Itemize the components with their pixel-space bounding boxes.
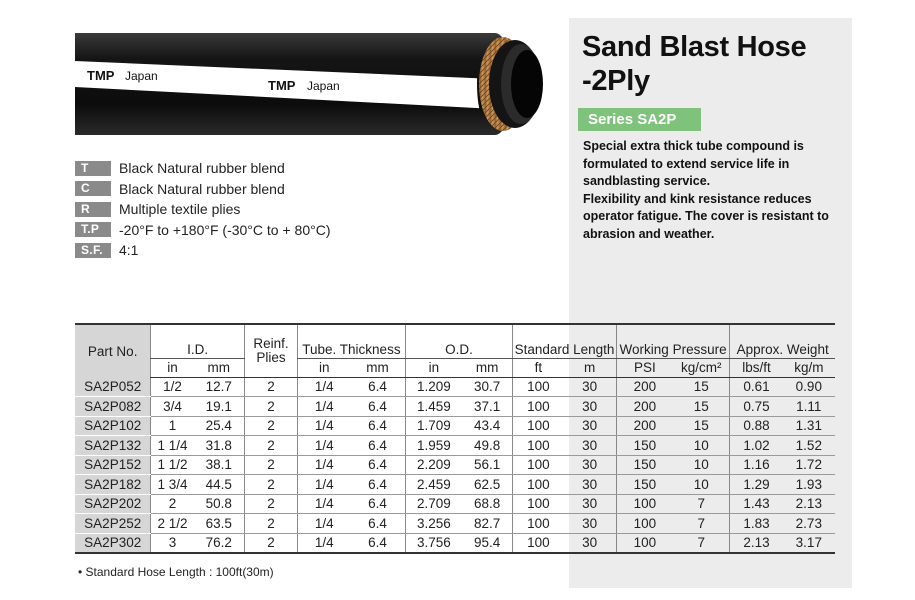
table-cell: 6.4 xyxy=(350,377,405,397)
table-cell: 1/4 xyxy=(298,475,351,495)
table-cell: 38.1 xyxy=(194,455,245,475)
table-cell: 6.4 xyxy=(350,475,405,495)
table-cell: 1.709 xyxy=(405,416,462,436)
spec-row-cover xyxy=(75,179,330,199)
table-cell: 1.43 xyxy=(730,494,783,514)
table-row xyxy=(75,455,835,475)
table-cell: 1.11 xyxy=(783,397,835,417)
table-cell: 100 xyxy=(513,475,564,495)
table-cell: 2.209 xyxy=(405,455,462,475)
table-row xyxy=(75,514,835,534)
table-cell: 100 xyxy=(513,455,564,475)
table-cell: 43.4 xyxy=(462,416,513,436)
table-cell: 1.83 xyxy=(730,514,783,534)
unit-cell: lbs/ft xyxy=(730,358,783,377)
table-cell: 100 xyxy=(513,494,564,514)
table-cell: 15 xyxy=(673,416,730,436)
header-id: I.D. xyxy=(151,324,244,358)
spec-text: -20°F to +180°F (-30°C to + 80°C) xyxy=(119,221,331,238)
unit-cell: mm xyxy=(462,358,513,377)
unit-cell: ft xyxy=(513,358,564,377)
spec-code: R xyxy=(75,202,111,217)
part-number-cell: SA2P252 xyxy=(75,514,151,534)
table-cell: 63.5 xyxy=(194,514,245,534)
table-cell: 6.4 xyxy=(350,436,405,456)
header-working-pressure: Working Pressure xyxy=(616,324,730,358)
series-badge: Series SA2P xyxy=(578,108,701,131)
table-cell: 100 xyxy=(513,533,564,553)
table-cell: 0.75 xyxy=(730,397,783,417)
table-cell: 100 xyxy=(616,494,673,514)
spec-row-temperature xyxy=(75,220,330,240)
table-cell: 6.4 xyxy=(350,533,405,553)
table-cell: 30 xyxy=(564,377,617,397)
hose-image xyxy=(75,33,565,135)
table-cell: 3.256 xyxy=(405,514,462,534)
table-cell: 2 xyxy=(244,436,297,456)
table-cell: 100 xyxy=(513,377,564,397)
table-cell: 1/4 xyxy=(298,416,351,436)
table-row xyxy=(75,533,835,553)
table-cell: 150 xyxy=(616,475,673,495)
table-cell: 1/4 xyxy=(298,533,351,553)
table-cell: 100 xyxy=(616,514,673,534)
table-cell: 2 xyxy=(244,475,297,495)
table-cell: 44.5 xyxy=(194,475,245,495)
table-cell: 3/4 xyxy=(151,397,194,417)
table-cell: 10 xyxy=(673,475,730,495)
table-cell: 2 xyxy=(244,397,297,417)
table-cell: 1.959 xyxy=(405,436,462,456)
table-cell: 1/4 xyxy=(298,455,351,475)
header-od: O.D. xyxy=(405,324,513,358)
table-cell: 31.8 xyxy=(194,436,245,456)
table-cell: 50.8 xyxy=(194,494,245,514)
table-cell: 1/4 xyxy=(298,514,351,534)
table-cell: 1.02 xyxy=(730,436,783,456)
part-number-cell: SA2P102 xyxy=(75,416,151,436)
table-cell: 19.1 xyxy=(194,397,245,417)
table-cell: 100 xyxy=(513,514,564,534)
table-row xyxy=(75,436,835,456)
spec-row-safety-factor xyxy=(75,240,330,260)
unit-cell: kg/cm² xyxy=(673,358,730,377)
table-cell: 150 xyxy=(616,436,673,456)
table-cell: 3.17 xyxy=(783,533,835,553)
table-cell: 37.1 xyxy=(462,397,513,417)
table-cell: 6.4 xyxy=(350,494,405,514)
table-cell: 30 xyxy=(564,514,617,534)
spec-table xyxy=(75,323,835,554)
table-cell: 25.4 xyxy=(194,416,245,436)
table-row xyxy=(75,416,835,436)
part-number-cell: SA2P082 xyxy=(75,397,151,417)
table-cell: 12.7 xyxy=(194,377,245,397)
part-number-cell: SA2P302 xyxy=(75,533,151,553)
header-tube-thickness: Tube. Thickness xyxy=(298,324,406,358)
hose-brand-sub-2: Japan xyxy=(307,79,340,93)
table-cell: 1.93 xyxy=(783,475,835,495)
description-paragraph-1: Special extra thick tube compound is formulated to extend service life in sandblasting service. xyxy=(583,139,804,188)
table-cell: 2 xyxy=(244,494,297,514)
table-header-row xyxy=(75,324,835,358)
table-cell: 30 xyxy=(564,416,617,436)
table-cell: 150 xyxy=(616,455,673,475)
spec-row-reinforcement xyxy=(75,199,330,219)
spec-text: 4:1 xyxy=(119,242,139,258)
table-row xyxy=(75,494,835,514)
table-cell: 2 xyxy=(244,514,297,534)
table-cell: 49.8 xyxy=(462,436,513,456)
table-cell: 1 1/2 xyxy=(151,455,194,475)
table-cell: 7 xyxy=(673,533,730,553)
hose-brand-text: TMP xyxy=(87,68,115,83)
part-number-cell: SA2P182 xyxy=(75,475,151,495)
spec-text: Black Natural rubber blend xyxy=(119,160,285,176)
table-cell: 6.4 xyxy=(350,416,405,436)
product-description xyxy=(583,138,848,243)
spec-legend xyxy=(75,158,330,261)
table-cell: 6.4 xyxy=(350,397,405,417)
table-cell: 6.4 xyxy=(350,514,405,534)
hose-brand-sub: Japan xyxy=(125,69,158,83)
product-title xyxy=(582,30,806,98)
spec-text: Multiple textile plies xyxy=(119,201,241,217)
table-cell: 15 xyxy=(673,377,730,397)
spec-code: T xyxy=(75,161,111,176)
table-cell: 30 xyxy=(564,533,617,553)
table-row xyxy=(75,397,835,417)
table-cell: 68.8 xyxy=(462,494,513,514)
footnote: • Standard Hose Length : 100ft(30m) xyxy=(78,565,274,579)
table-cell: 1 3/4 xyxy=(151,475,194,495)
table-cell: 7 xyxy=(673,494,730,514)
table-cell: 2.13 xyxy=(730,533,783,553)
table-cell: 30 xyxy=(564,494,617,514)
table-cell: 1/4 xyxy=(298,377,351,397)
spec-text: Black Natural rubber blend xyxy=(119,180,285,197)
unit-cell: kg/m xyxy=(783,358,835,377)
table-cell: 100 xyxy=(513,416,564,436)
table-cell: 10 xyxy=(673,436,730,456)
table-row xyxy=(75,377,835,397)
table-cell: 3.756 xyxy=(405,533,462,553)
part-number-cell: SA2P052 xyxy=(75,377,151,397)
table-cell: 95.4 xyxy=(462,533,513,553)
table-cell: 7 xyxy=(673,514,730,534)
table-cell: 2.13 xyxy=(783,494,835,514)
table-cell: 0.90 xyxy=(783,377,835,397)
table-cell: 1/4 xyxy=(298,494,351,514)
unit-cell: in xyxy=(151,358,194,377)
table-cell: 200 xyxy=(616,377,673,397)
table-cell: 2 xyxy=(244,377,297,397)
table-cell: 1/4 xyxy=(298,397,351,417)
table-cell: 30.7 xyxy=(462,377,513,397)
part-number-cell: SA2P202 xyxy=(75,494,151,514)
header-reinf: Reinf. Plies xyxy=(244,324,297,377)
table-units-row xyxy=(75,358,835,377)
table-cell: 200 xyxy=(616,397,673,417)
table-row xyxy=(75,475,835,495)
table-cell: 76.2 xyxy=(194,533,245,553)
header-approx-weight: Approx. Weight xyxy=(730,324,835,358)
table-cell: 15 xyxy=(673,397,730,417)
table-cell: 30 xyxy=(564,455,617,475)
table-cell: 2 xyxy=(244,416,297,436)
part-number-cell: SA2P132 xyxy=(75,436,151,456)
table-cell: 1.52 xyxy=(783,436,835,456)
unit-cell: in xyxy=(298,358,351,377)
table-cell: 6.4 xyxy=(350,455,405,475)
table-cell: 100 xyxy=(616,533,673,553)
table-cell: 100 xyxy=(513,436,564,456)
spec-row-tube xyxy=(75,158,330,178)
product-title-line2: -2Ply xyxy=(582,65,650,97)
unit-cell: m xyxy=(564,358,617,377)
table-cell: 2 xyxy=(151,494,194,514)
description-paragraph-2: Flexibility and kink resistance reduces operator fatigue. The cover is resistant to abrasion and weather. xyxy=(583,191,829,241)
table-cell: 30 xyxy=(564,397,617,417)
table-cell: 1.16 xyxy=(730,455,783,475)
part-number-cell: SA2P152 xyxy=(75,455,151,475)
hose-brand-text-2: TMP xyxy=(268,78,296,93)
spec-code: C xyxy=(75,181,111,196)
table-cell: 10 xyxy=(673,455,730,475)
table-cell: 1 xyxy=(151,416,194,436)
table-cell: 2.73 xyxy=(783,514,835,534)
table-cell: 2.709 xyxy=(405,494,462,514)
spec-code: S.F. xyxy=(75,243,111,258)
table-cell: 1.31 xyxy=(783,416,835,436)
table-cell: 1/2 xyxy=(151,377,194,397)
spec-code: T.P xyxy=(75,222,111,237)
table-cell: 1.459 xyxy=(405,397,462,417)
table-cell: 82.7 xyxy=(462,514,513,534)
header-standard-length: Standard Length xyxy=(513,324,617,358)
table-cell: 30 xyxy=(564,436,617,456)
table-body xyxy=(75,377,835,553)
header-part-no: Part No. xyxy=(75,324,151,377)
unit-cell: in xyxy=(405,358,462,377)
unit-cell: PSI xyxy=(616,358,673,377)
table-cell: 62.5 xyxy=(462,475,513,495)
product-title-line1: Sand Blast Hose xyxy=(582,31,807,63)
unit-cell: mm xyxy=(194,358,245,377)
table-cell: 1.209 xyxy=(405,377,462,397)
table-cell: 30 xyxy=(564,475,617,495)
table-cell: 56.1 xyxy=(462,455,513,475)
table-cell: 2 xyxy=(244,533,297,553)
table-cell: 1 1/4 xyxy=(151,436,194,456)
table-cell: 3 xyxy=(151,533,194,553)
table-cell: 200 xyxy=(616,416,673,436)
table-cell: 0.61 xyxy=(730,377,783,397)
table-cell: 2 xyxy=(244,455,297,475)
table-cell: 1.29 xyxy=(730,475,783,495)
table-cell: 100 xyxy=(513,397,564,417)
table-cell: 2.459 xyxy=(405,475,462,495)
table-cell: 1.72 xyxy=(783,455,835,475)
unit-cell: mm xyxy=(350,358,405,377)
table-cell: 0.88 xyxy=(730,416,783,436)
table-cell: 1/4 xyxy=(298,436,351,456)
table-cell: 2 1/2 xyxy=(151,514,194,534)
